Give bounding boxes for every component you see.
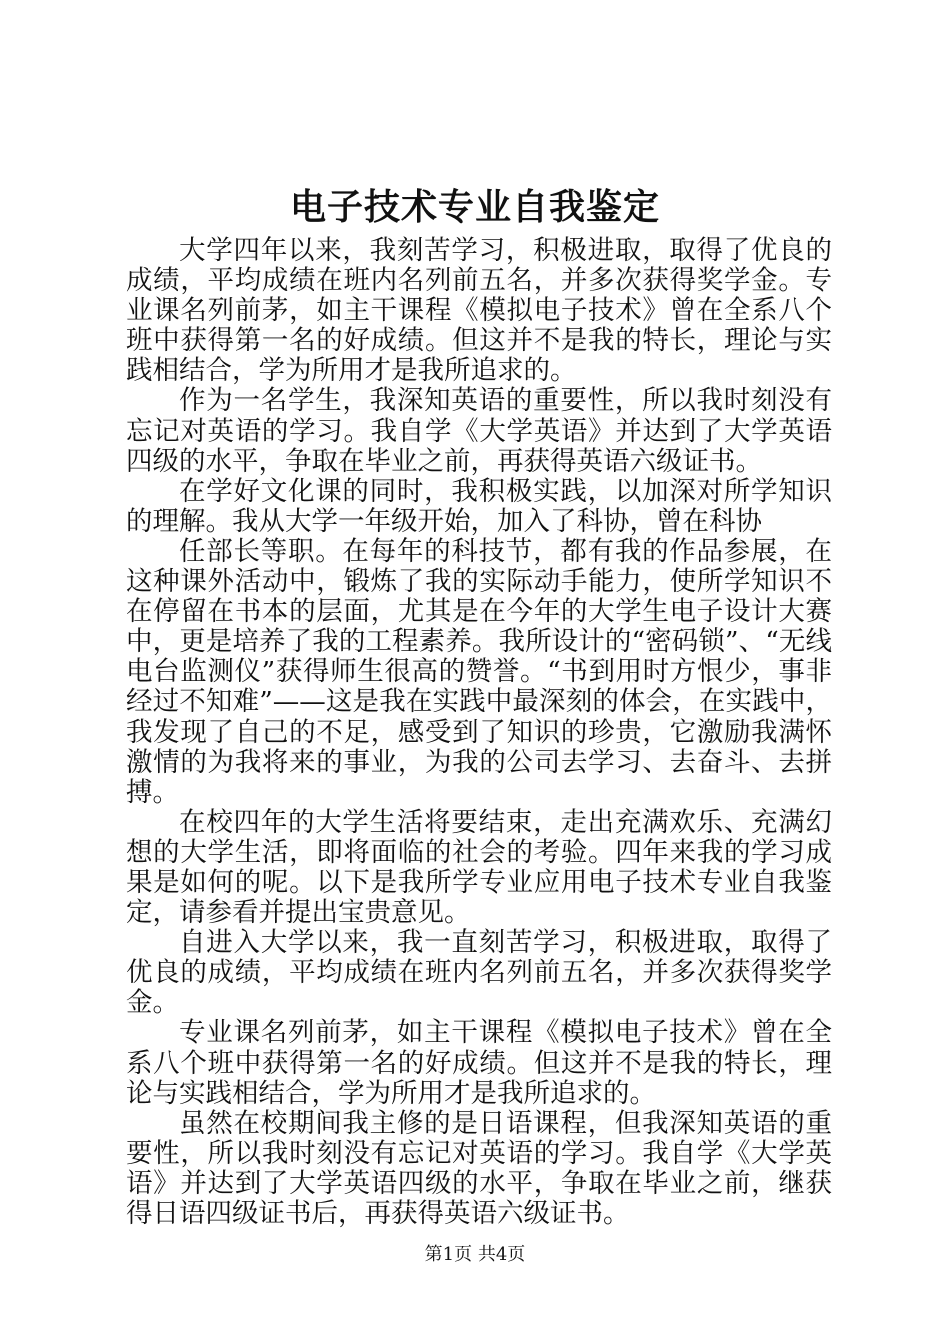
paragraph: 虽然在校期间我主修的是日语课程，但我深知英语的重要性，所以我时刻没有忘记对英语的学习。我自学《大学英语》并达到了大学英语四级的水平，争取在毕业之前，继获得日语四级证书后，再获得英语六级证书。	[126, 1107, 832, 1229]
document-title: 电子技术专业自我鉴定	[289, 186, 660, 228]
paragraph: 自进入大学以来，我一直刻苦学习，积极进取，取得了优良的成绩，平均成绩在班内名列前五名，并多次获得奖学金。	[126, 927, 832, 1019]
paragraph: 在学好文化课的同时，我积极实践，以加深对所学知识的理解。我从大学一年级开始，加入了科协，曾在科协	[126, 475, 832, 537]
paragraph: 专业课名列前茅，如主干课程《模拟电子技术》曾在全系八个班中获得第一名的好成绩。但这并不是我的特长，理论与实践相结合，学为所用才是我所追求的。	[126, 1017, 832, 1109]
page-footer: 第1页 共4页	[424, 1244, 526, 1265]
paragraph: 任部长等职。在每年的科技节，都有我的作品参展，在这种课外活动中，锻炼了我的实际动手能力，使所学知识不在停留在书本的层面，尤其是在今年的大学生电子设计大赛中，更是培养了我的工程素养。我所设计的“密码锁”、“无线电台监测仪”获得师生很高的赞誉。“书到用时方恨少，事非经过不知难”——这是我在实践中最深刻的体会，在实践中，我发现了自己的不足，感受到了知识的珍贵，它激励我满怀激情的为我将来的事业，为我的公司去学习、去奋斗、去拼搏。	[126, 535, 832, 808]
paragraph: 作为一名学生，我深知英语的重要性，所以我时刻没有忘记对英语的学习。我自学《大学英语》并达到了大学英语四级的水平，争取在毕业之前，再获得英语六级证书。	[126, 385, 832, 477]
paragraph: 大学四年以来，我刻苦学习，积极进取，取得了优良的成绩，平均成绩在班内名列前五名，并多次获得奖学金。专业课名列前茅，如主干课程《模拟电子技术》曾在全系八个班中获得第一名的好成绩。但这并不是我的特长，理论与实践相结合，学为所用才是我所追求的。	[126, 235, 832, 387]
document-body	[126, 236, 832, 1229]
paragraph: 在校四年的大学生活将要结束，走出充满欢乐、充满幻想的大学生活，即将面临的社会的考验。四年来我的学习成果是如何的呢。以下是我所学专业应用电子技术专业自我鉴定，请参看并提出宝贵意见。	[126, 806, 832, 929]
